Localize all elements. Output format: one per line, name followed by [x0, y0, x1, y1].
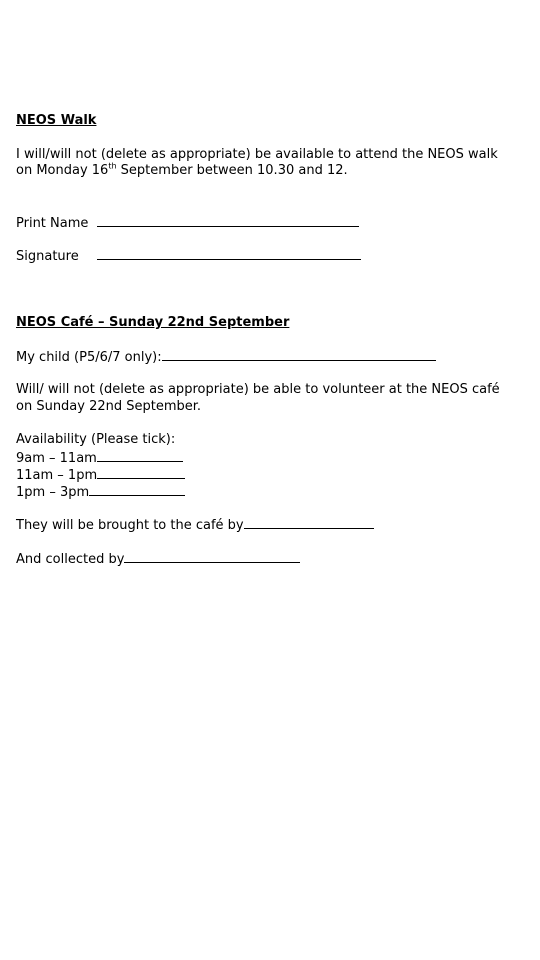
slot-tick-field[interactable] — [89, 482, 185, 496]
signature-row — [16, 246, 361, 265]
walk-statement-line2 — [16, 162, 348, 179]
slot-label: 1pm – 3pm — [16, 485, 90, 500]
cafe-heading: NEOS Café – Sunday 22nd September — [16, 315, 290, 330]
signature-field[interactable] — [97, 246, 361, 260]
walk-statement-date: on Monday 16 — [16, 163, 109, 178]
collected-label: And collected by — [16, 552, 125, 567]
child-label: My child (P5/6/7 only): — [16, 350, 162, 365]
walk-heading: NEOS Walk — [16, 113, 97, 128]
slot-label: 9am – 11am — [16, 451, 97, 466]
cafe-statement-line2: on Sunday 22nd September. — [16, 399, 202, 414]
collected-by-field[interactable] — [124, 549, 300, 563]
collected-row — [16, 549, 300, 568]
print-name-field[interactable] — [97, 213, 359, 227]
walk-statement-ordinal: th — [108, 161, 117, 171]
walk-statement-time: September between 10.30 and 12. — [116, 163, 348, 178]
brought-label: They will be brought to the café by — [16, 518, 244, 533]
print-name-label: Print Name — [16, 216, 89, 231]
cafe-statement-line1: Will/ will not (delete as appropriate) be able to volunteer at the NEOS café — [16, 382, 500, 397]
walk-statement-line1: I will/will not (delete as appropriate) be available to attend the NEOS walk — [16, 147, 498, 162]
slot-label: 11am – 1pm — [16, 468, 98, 483]
brought-by-field[interactable] — [244, 515, 374, 529]
brought-row — [16, 515, 374, 534]
availability-label: Availability (Please tick): — [16, 432, 176, 447]
slot-row-3 — [16, 482, 185, 501]
slot-tick-field[interactable] — [97, 448, 183, 462]
signature-label: Signature — [16, 249, 79, 264]
child-name-field[interactable] — [162, 347, 436, 361]
print-name-row — [16, 213, 359, 232]
child-row — [16, 347, 436, 366]
slot-tick-field[interactable] — [97, 465, 185, 479]
